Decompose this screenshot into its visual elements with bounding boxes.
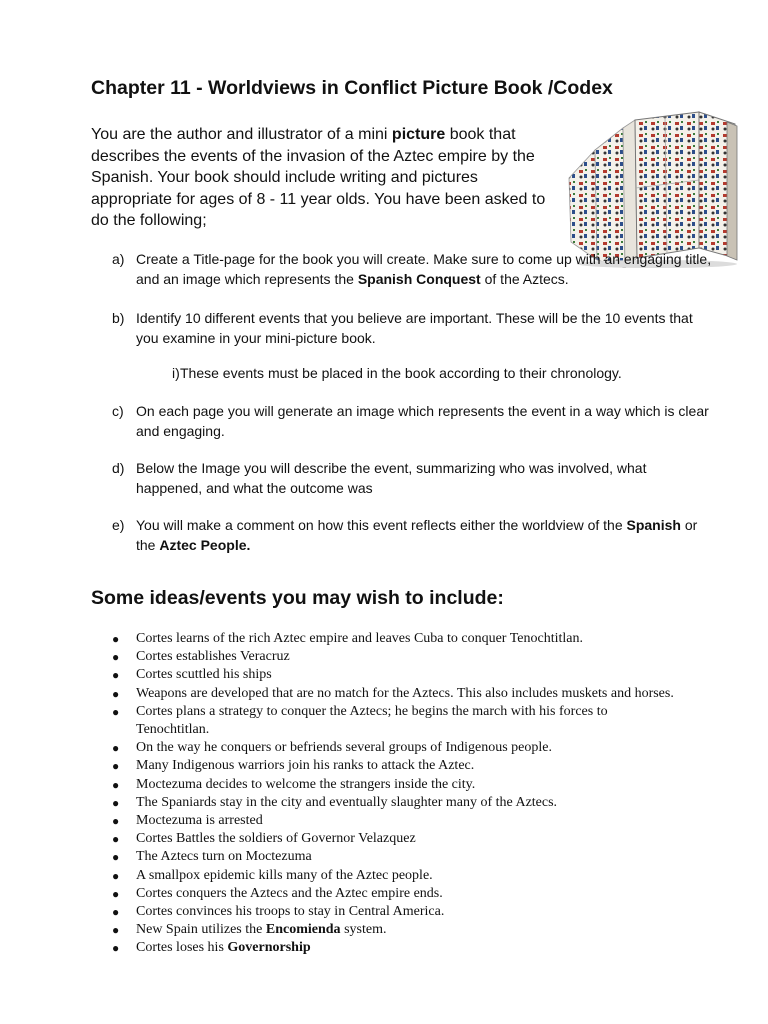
bullet-icon: ● bbox=[112, 905, 120, 920]
bullet-icon: ● bbox=[112, 759, 120, 774]
task-marker: d) bbox=[112, 460, 125, 477]
task-marker: c) bbox=[112, 402, 124, 419]
text-run: You will make a comment on how this event reflects either the worldview of the bbox=[136, 517, 627, 534]
text-run: A smallpox epidemic kills many of the Aztec people. bbox=[136, 867, 433, 883]
idea-item bbox=[112, 703, 682, 739]
idea-item bbox=[112, 757, 682, 775]
text-run: Cortes learns of the rich Aztec empire and leaves Cuba to conquer Tenochtitlan. bbox=[136, 631, 583, 646]
idea-item bbox=[112, 885, 682, 903]
text-run: Weapons are developed that are no match for the Aztecs. This also includes muskets and horses. bbox=[136, 685, 674, 701]
ideas-list bbox=[112, 630, 682, 958]
intro-text-start: You are the author and illustrator of a mini bbox=[91, 126, 392, 143]
bullet-icon: ● bbox=[112, 868, 120, 883]
task-marker: b) bbox=[112, 310, 125, 327]
text-run: Many Indigenous warriors join his ranks to attack the Aztec. bbox=[136, 758, 475, 774]
task-item bbox=[112, 309, 712, 384]
bullet-icon: ● bbox=[112, 704, 120, 719]
sub-task-item bbox=[136, 364, 712, 384]
page-title: Chapter 11 - Worldviews in Conflict Picture Book /Codex bbox=[91, 77, 613, 99]
task-text bbox=[136, 250, 712, 289]
idea-item bbox=[112, 794, 682, 812]
text-run: system. bbox=[340, 922, 387, 938]
task-text bbox=[136, 459, 712, 498]
idea-item bbox=[112, 830, 682, 848]
bold-text: Spanish bbox=[626, 517, 681, 534]
bullet-icon: ● bbox=[112, 668, 120, 683]
idea-item bbox=[112, 776, 682, 794]
task-text bbox=[136, 516, 712, 555]
idea-item bbox=[112, 630, 682, 648]
bullet-icon: ● bbox=[112, 850, 120, 865]
text-run: On each page you will generate an image which represents the event in a way which is clear and engaging. bbox=[136, 402, 709, 439]
task-item bbox=[112, 516, 712, 555]
text-run: Cortes Battles the soldiers of Governor Velazquez bbox=[136, 831, 416, 847]
bullet-icon: ● bbox=[112, 777, 120, 792]
intro-paragraph bbox=[91, 124, 551, 232]
idea-item bbox=[112, 739, 682, 757]
task-item bbox=[112, 250, 712, 289]
bold-text: Encomienda bbox=[265, 922, 341, 938]
bullet-icon: ● bbox=[112, 814, 120, 829]
idea-item bbox=[112, 685, 682, 703]
bullet-icon: ● bbox=[112, 686, 120, 701]
task-text bbox=[136, 309, 712, 348]
ideas-heading: Some ideas/events you may wish to include: bbox=[91, 587, 504, 609]
bold-text: Governorship bbox=[227, 940, 311, 956]
text-run: Below the Image you will describe the event, summarizing who was involved, what happened, and what the outcome was bbox=[136, 460, 647, 496]
task-marker: a) bbox=[112, 251, 125, 267]
sub-task-marker: i) bbox=[172, 365, 180, 382]
intro-text-end: book that describes the events of the invasion of the Aztec empire by the Spanish. Your book should include writing and pictures appropriate for ages of 8 - 11 year olds. You have been asked to do the following; bbox=[91, 126, 546, 230]
task-marker: e) bbox=[112, 517, 125, 534]
text-run: The Aztecs turn on Moctezuma bbox=[136, 849, 312, 865]
task-text bbox=[136, 402, 712, 441]
idea-item bbox=[112, 812, 682, 830]
text-run: Cortes plans a strategy to conquer the Aztecs; he begins the march with his forces to Tenochtitlan. bbox=[136, 703, 608, 738]
idea-item bbox=[112, 921, 682, 939]
bullet-icon: ● bbox=[112, 886, 120, 901]
text-run: Create a Title-page for the book you will create. Make sure to come up with an engaging title, and an image which represents the bbox=[136, 251, 712, 287]
task-list bbox=[112, 250, 712, 556]
codex-book-icon bbox=[565, 108, 741, 268]
text-run: Cortes convinces his troops to stay in Central America. bbox=[136, 904, 445, 920]
bullet-icon: ● bbox=[112, 923, 120, 938]
bullet-icon: ● bbox=[112, 650, 120, 665]
text-run: Moctezuma is arrested bbox=[136, 813, 263, 829]
bold-text: Aztec People. bbox=[159, 536, 251, 553]
idea-item bbox=[112, 848, 682, 866]
bullet-icon: ● bbox=[112, 795, 120, 810]
text-run: Cortes establishes Veracruz bbox=[136, 649, 290, 665]
intro-bold-word: picture bbox=[391, 126, 446, 143]
text-run: of the Aztecs. bbox=[480, 270, 569, 287]
bullet-icon: ● bbox=[112, 832, 120, 847]
text-run: Identify 10 different events that you believe are important. These will be the 10 events that you examine in your mini-picture book. bbox=[136, 310, 693, 346]
text-run: Moctezuma decides to welcome the strangers inside the city. bbox=[136, 776, 476, 792]
bold-text: Spanish Conquest bbox=[357, 270, 481, 287]
text-run: New Spain utilizes the bbox=[136, 922, 266, 938]
bullet-icon: ● bbox=[112, 741, 120, 756]
text-run: Cortes loses his bbox=[136, 940, 228, 956]
task-item bbox=[112, 402, 712, 441]
text-run: On the way he conquers or befriends several groups of Indigenous people. bbox=[136, 740, 552, 756]
idea-item bbox=[112, 648, 682, 666]
text-run: The Spaniards stay in the city and eventually slaughter many of the Aztecs. bbox=[136, 794, 558, 810]
bullet-icon: ● bbox=[112, 632, 120, 646]
idea-item bbox=[112, 939, 682, 957]
task-item bbox=[112, 459, 712, 498]
bullet-icon: ● bbox=[112, 941, 120, 956]
text-run: or the bbox=[136, 517, 698, 553]
idea-item bbox=[112, 666, 682, 684]
idea-item bbox=[112, 867, 682, 885]
sub-task-text: These events must be placed in the book according to their chronology. bbox=[180, 365, 622, 382]
text-run: Cortes scuttled his ships bbox=[136, 667, 272, 683]
idea-item bbox=[112, 903, 682, 921]
text-run: Cortes conquers the Aztecs and the Aztec empire ends. bbox=[136, 885, 443, 901]
